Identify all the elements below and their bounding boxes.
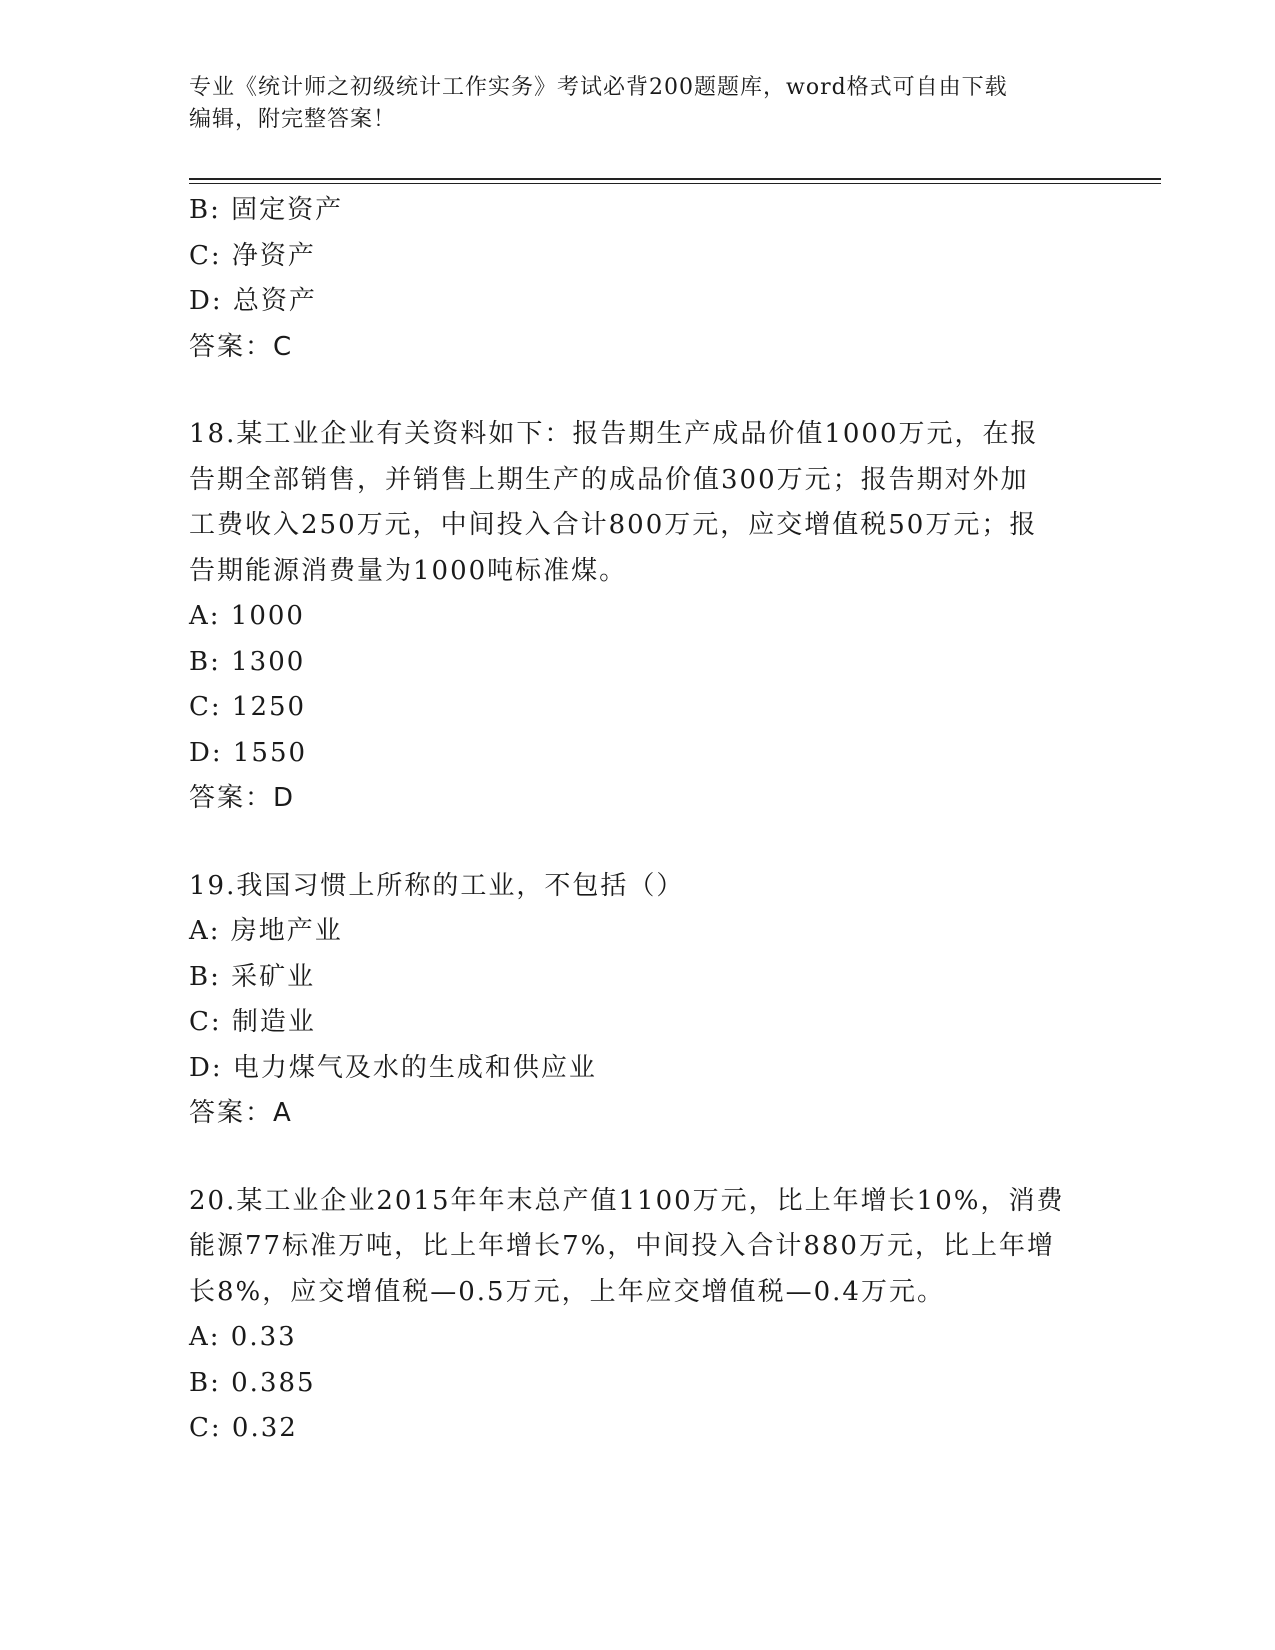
option-d: D: 总资产 [189,286,317,316]
option-c: C: 0.32 [189,1413,298,1443]
question-stem-line: 长8%，应交增值税—0.5万元，上年应交增值税—0.4万元。 [189,1276,945,1307]
question-content [189,188,1089,1452]
question-stem-line: 工费收入250万元，中间投入合计800万元，应交增值税50万元；报 [189,510,1038,540]
question-17 [189,188,1089,370]
option-b: B: 固定资产 [189,195,344,225]
question-20 [189,1179,1089,1452]
header-rule-thick [189,178,1161,180]
option-b: B: 0.385 [189,1367,316,1398]
option-d: D: 电力煤气及水的生成和供应业 [189,1052,597,1083]
option-b: B: 采矿业 [189,961,316,992]
question-stem-line: 告期全部销售，并销售上期生产的成品价值300万元；报告期对外加 [189,464,1029,495]
header-line-2: 编辑，附完整答案！ [189,107,397,132]
question-stem-line: 19.我国习惯上所称的工业，不包括（） [189,870,685,901]
header-line-1: 专业《统计师之初级统计工作实务》考试必背200题题库，word格式可自由下载 [189,75,1008,100]
header-rule-thin [189,183,1161,184]
answer: 答案：A [189,1098,293,1128]
answer: 答案：C [189,331,294,362]
option-a: A: 1000 [189,601,305,631]
document-header [189,72,1089,136]
option-b: B: 1300 [189,646,306,677]
question-stem-line: 18.某工业企业有关资料如下：报告期生产成品价值1000万元，在报 [189,419,1039,449]
question-stem-line: 告期能源消费量为1000吨标准煤。 [189,555,628,586]
option-a: A: 0.33 [189,1322,297,1352]
question-stem-line: 能源77标准万吨，比上年增长7%，中间投入合计880万元，比上年增 [189,1231,1055,1261]
question-19 [189,864,1089,1137]
option-d: D: 1550 [189,737,308,768]
question-18 [189,412,1089,822]
option-c: C: 1250 [189,692,307,722]
option-a: A: 房地产业 [189,916,343,946]
option-c: C: 制造业 [189,1007,316,1037]
option-c: C: 净资产 [189,240,316,271]
answer: 答案：D [189,783,296,813]
question-stem-line: 20.某工业企业2015年年末总产值1100万元，比上年增长10%，消费 [189,1185,1065,1216]
